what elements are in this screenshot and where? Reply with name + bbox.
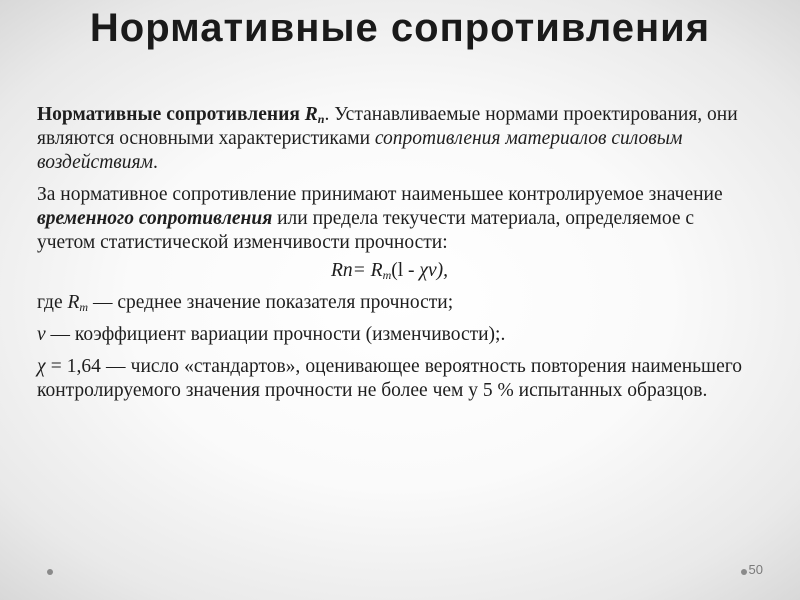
slide-title: Нормативные сопротивления xyxy=(89,6,711,50)
definition-rm: где $R_m$ — среднее значение показателя прочности; xyxy=(37,292,454,314)
paragraph-definition xyxy=(37,183,742,255)
paragraph-text: . Устанавливаемые нормами проектирования, они являются основными характеристиками xyxy=(37,104,738,149)
symbol-v: v xyxy=(37,324,46,345)
symbol-r-subscript: n xyxy=(317,112,325,126)
definition-chi xyxy=(37,355,742,403)
term-bold: Нормативные сопротивления xyxy=(37,104,305,125)
formula-rest: - χv), xyxy=(403,260,449,281)
symbol-chi: χ xyxy=(37,356,46,377)
formula-one: l xyxy=(397,260,404,281)
left-dot-ornament xyxy=(47,569,53,575)
formula-left: Rn= R xyxy=(330,260,383,281)
definition-v xyxy=(37,323,742,347)
symbol-r: R xyxy=(67,292,80,313)
right-dot-ornament xyxy=(741,569,747,575)
formula: $Rn= R_m(l - \chi v)$, xyxy=(330,260,449,282)
bold-italic-phrase: временного сопротивления xyxy=(37,208,273,229)
definition-text: — среднее значение показателя прочности; xyxy=(88,292,454,313)
paragraph-text: За нормативное сопротивление принимают наименьшее контролируемое значение xyxy=(37,184,723,205)
paragraph-normative-resistances: Нормативные сопротивления $R_n$. Устанавливаемые нормами проектирования, они являются основными характеристиками сопротивления материалов силовым воздействиям. xyxy=(37,104,738,173)
page-number: 50 xyxy=(748,562,763,577)
definition-text: = 1,64 — число «стандартов», оценивающее вероятность повторения наименьшего контролируемого значения прочности не более чем у 5 % испытанных образцов. xyxy=(37,356,742,401)
formula-subscript: m xyxy=(382,268,392,282)
symbol-r: R xyxy=(304,104,318,125)
symbol-r-subscript: m xyxy=(79,300,89,314)
definition-text: — коэффициент вариации прочности (изменчивости);. xyxy=(45,324,506,345)
italic-phrase: сопротивления материалов силовым воздействиям xyxy=(37,128,683,173)
slide-content xyxy=(37,103,742,403)
paragraph-text-continued: или предела текучести материала, определяемое с учетом статистической изменчивости прочности: xyxy=(37,208,695,253)
